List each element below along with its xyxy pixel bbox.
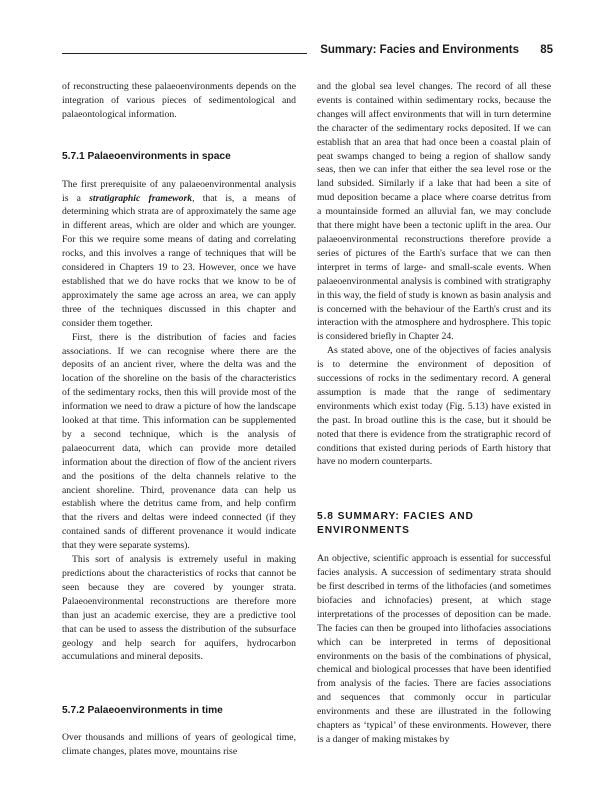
- text-run: , that is, a means of determining which strata are of approximately the same age in different areas, which are older and which are younger. For this we require some means of dating and correlating rocks, and this involves a range of techniques that will be considered in Chapters 19 to 23. However, once we have established that we do have rocks that we know to be of approximately the same age across an area, we can apply three of the techniques discussed in this chapter and consider them together.: [62, 192, 297, 329]
- left-column: [62, 80, 296, 759]
- paragraph-facies-objectives: As stated above, one of the objectives of facies analysis is to determine the environment of deposition of successions of rocks in the sedimentary record. A general assumption is made that the range of sedimentary environments which exist today (Fig. 5.13) have existed in the past. In broad outline this is the case, but it should be noted that there is evidence from the stratigraphic record of conditions that existed during periods of Earth history that have no modern counterparts.: [317, 345, 551, 468]
- paragraph-time-start: Over thousands and millions of years of geological time, climate changes, plates move, mountains rise: [62, 732, 296, 758]
- paragraph-time-continuation: and the global sea level changes. The record of all these events is contained within sedimentary rocks, because the changes will affect environments that will in turn determine the character of the sedimentary rocks deposited. If we can establish that an area that had once been a coastal plain of peat swamps changed to being a region of shallow sandy seas, then we can infer that either the sea level rose or the land subsided. Similarly if a lake that had been a site of mud deposition became a place where coarse detritus from a mountainside formed an alluvial fan, we may conclude that there might have been a tectonic uplift in the area. Our palaeoenvironmental reconstructions therefore provide a series of pictures of the Earth's surface that we can then interpret in terms of large- and small-scale events. When palaeoenvironmental analysis is combined with stratigraphy in this way, the field of study is known as basin analysis and is concerned with the behaviour of the Earth's crust and its interaction with the atmosphere and hydrosphere. This topic is considered briefly in Chapter 24.: [317, 81, 551, 343]
- page-number: 85: [540, 44, 553, 56]
- paragraph-facies-distribution: First, there is the distribution of facies and facies associations. If we can recognise where there are the deposits of an ancient river, where the delta was and the location of the shoreline on the basis of the characteristics of the sedimentary rocks, then this will provide most of the information we need to draw a picture of how the landscape looked at that time. This information can be supplemented by a second technique, which is the analysis of palaeocurrent data, which can provide more detailed information about the direction of flow of the ancient rivers and the positions of the delta channels relative to the ancient shoreline. Third, provenance data can help us establish where the detritus came from, and help confirm that the rivers and deltas were indeed connected (if they contained sands of different provenance it would indicate that they were separate systems).: [62, 331, 296, 552]
- paragraph-stratigraphic-framework: [62, 178, 296, 331]
- key-term-stratigraphic-framework: stratigraphic framework: [89, 192, 193, 204]
- paragraph-intro-continuation: of reconstructing these palaeoenvironments depends on the integration of various pieces of sedimentological and palaeontological information.: [62, 81, 296, 120]
- heading-palaeoenvironments-in-space: 5.7.1 Palaeoenvironments in space: [62, 150, 231, 162]
- paragraph-summary: An objective, scientific approach is essential for successful facies analysis. A succession of sedimentary strata should be first described in terms of the lithofacies (and sometimes biofacies and ichnofacies) present, at which stage interpretations of the processes of deposition can be made. The facies can then be grouped into lithofacies associations which can be interpreted in terms of depositional environments on the basis of the combinations of physical, chemical and biological processes that have been identified from analysis of the facies. There are facies associations and sequences that commonly occur in particular environments and these are illustrated in the following chapters as ‘typical’ of these environments. However, there is a danger of making mistakes by: [317, 553, 551, 745]
- running-title: Summary: Facies and Environments: [320, 44, 519, 56]
- header-rule: [62, 53, 307, 54]
- text-run: The first prerequisite of any palaeoenvironmental analysis is a: [62, 178, 296, 204]
- heading-palaeoenvironments-in-time: 5.7.2 Palaeoenvironments in time: [62, 705, 223, 717]
- right-column: [317, 80, 551, 747]
- paragraph-predictive-analysis: This sort of analysis is extremely useful in making predictions about the characteristics of rocks that cannot be seen because they are covered by younger strata. Palaeoenvironmental reconstructions are therefore more than just an academic exercise, they are a predictive tool that can be used to assess the distribution of the subsurface geology and help search for aquifers, hydrocarbon accumulations and mineral deposits.: [62, 554, 296, 663]
- running-head: [62, 44, 553, 62]
- heading-summary-facies-environments: 5.8 SUMMARY: FACIES AND ENVIRONMENTS: [317, 511, 474, 537]
